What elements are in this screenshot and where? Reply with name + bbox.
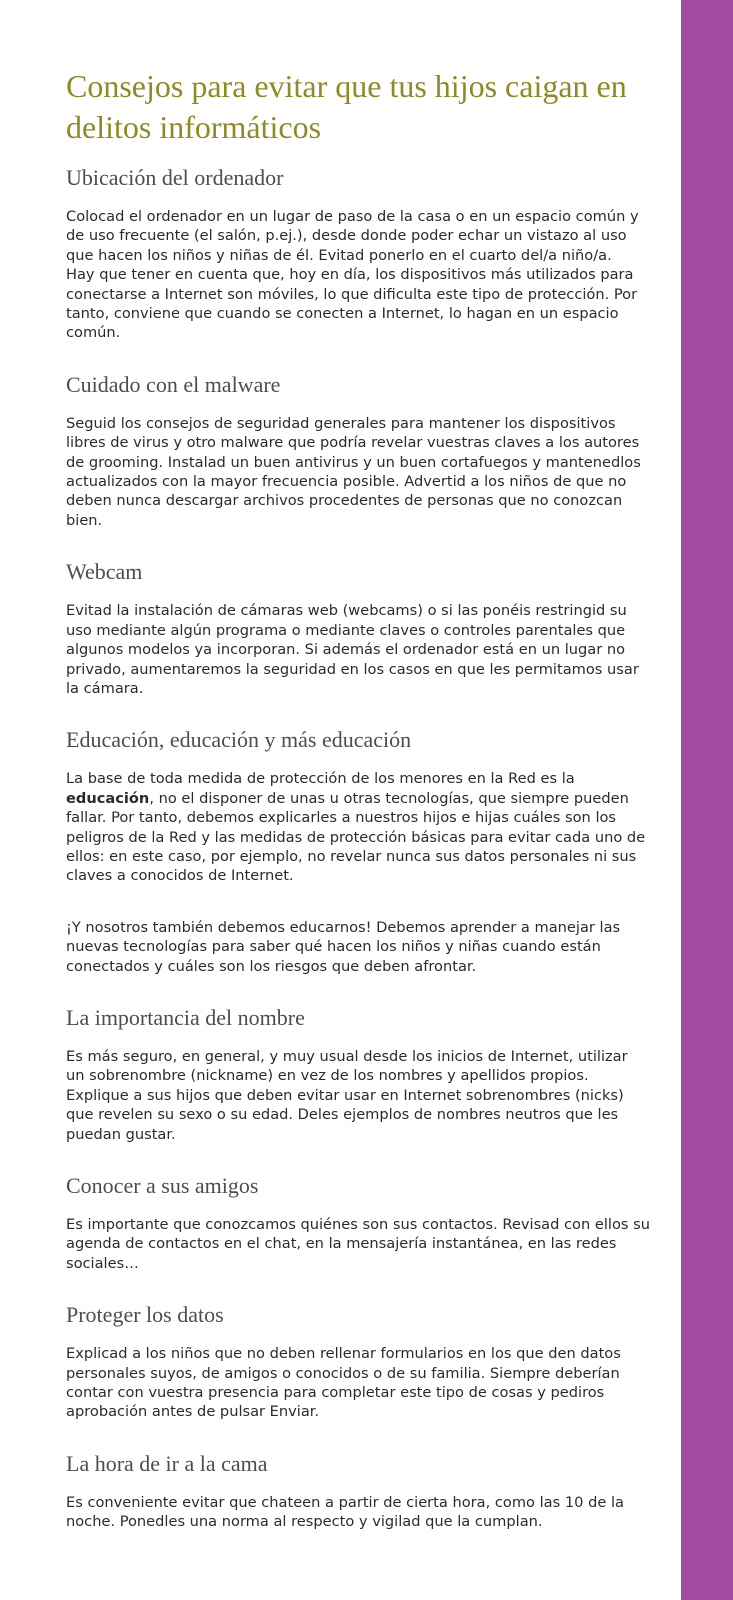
section-conocer-amigos <box>66 1172 650 1273</box>
section-paragraph: Colocad el ordenador en un lugar de paso de la casa o en un espacio común y de uso frecuente (el salón, p.ej.), desde donde poder echar un vistazo al uso que hacen los niños y niñas de él. Evitad ponerlo en el cuarto del/a niño/a. <box>66 208 639 264</box>
section-paragraph: Evitad la instalación de cámaras web (webcams) o si las ponéis restringid su uso mediante algún programa o mediante claves o controles parentales que algunos modelos ya incorporan. Si además el ordenador está en un lugar no privado, aumentaremos la seguridad en los casos en que les permitamos usar la cámara. <box>66 602 639 697</box>
section-importancia-nombre <box>66 1004 650 1144</box>
section-paragraph: Seguid los consejos de seguridad generales para mantener los dispositivos libres de virus y otro malware que podría revelar vuestras claves a los autores de grooming. Instalad un buen antivirus y un buen cortafuegos y mantenedlos actualizados con la mayor frecuencia posible. Advertid a los niños de que no deben nunca descargar archivos procedentes de personas que no conozcan bien. <box>66 414 641 529</box>
section-paragraph: Es importante que conozcamos quiénes son sus contactos. Revisad con ellos su agenda de contactos en el chat, en la mensajería instantánea, en las redes sociales… <box>66 1216 650 1272</box>
section-paragraph: ¡Y nosotros también debemos educarnos! Debemos aprender a manejar las nuevas tecnologías para saber qué hacen los niños y niñas cuando están conectados y cuáles son los riesgos que deben afrontar. <box>66 918 621 975</box>
section-paragraph: Hay que tener en cuenta que, hoy en día, los dispositivos más utilizados para conectarse a Internet son móviles, lo que dificulta este tipo de protección. Por tanto, conviene que cuando se conecten a Internet, lo hagan en un espacio común. <box>66 266 638 342</box>
section-paragraph: Explicad a los niños que no deben rellenar formularios en los que den datos personales suyos, de amigos o conocidos o de su familia. Siempre deberían contar con vuestra presencia para completar este tipo de cosas y pediros aprobación antes de pulsar Enviar. <box>66 1345 621 1421</box>
section-heading: Webcam <box>66 559 143 585</box>
section-paragraph <box>66 769 650 885</box>
section-ubicacion-ordenador <box>66 164 650 343</box>
section-cuidado-malware <box>66 371 650 530</box>
section-heading: Conocer a sus amigos <box>66 1173 259 1198</box>
section-proteger-datos <box>66 1301 650 1422</box>
section-webcam <box>66 558 650 698</box>
section-heading: La hora de ir a la cama <box>66 1450 268 1476</box>
purple-side-bar <box>681 0 733 1600</box>
section-heading: Proteger los datos <box>66 1302 224 1328</box>
section-educacion <box>66 726 650 976</box>
section-heading: Educación, educación y más educación <box>66 727 412 753</box>
paragraph-text: La base de toda medida de protección de los menores en la Red es la <box>66 770 575 788</box>
section-hora-cama <box>66 1450 650 1532</box>
section-paragraph: Es conveniente evitar que chateen a partir de cierta hora, como las 10 de la noche. Ponedles una norma al respecto y vigilad que la cumplan. <box>66 1493 624 1531</box>
paragraph-text: , no el disponer de unas u otras tecnologías, que siempre pueden fallar. Por tanto, debemos explicarles a nuestros hijos e hijas cuáles son los peligros de la Red y las medidas de protección básicas para evitar cada uno de ellos: en este caso, por ejemplo, no revelar nunca sus datos personales ni sus claves a conocidos de Internet. <box>66 789 646 885</box>
section-heading: Ubicación del ordenador <box>66 165 284 190</box>
bold-keyword: educación <box>66 789 150 807</box>
section-heading: La importancia del nombre <box>66 1004 305 1030</box>
article <box>66 66 650 1560</box>
page-title: Consejos para evitar que tus hijos caigan en delitos informáticos <box>66 68 627 145</box>
section-paragraph: Es más seguro, en general, y muy usual desde los inicios de Internet, utilizar un sobrenombre (nickname) en vez de los nombres y apellidos propios. Explique a sus hijos que deben evitar usar en Internet sobrenombres (nicks) que revelen su sexo o su edad. Deles ejemplos de nombres neutros que les puedan gustar. <box>66 1047 628 1143</box>
section-heading: Cuidado con el malware <box>66 371 281 397</box>
